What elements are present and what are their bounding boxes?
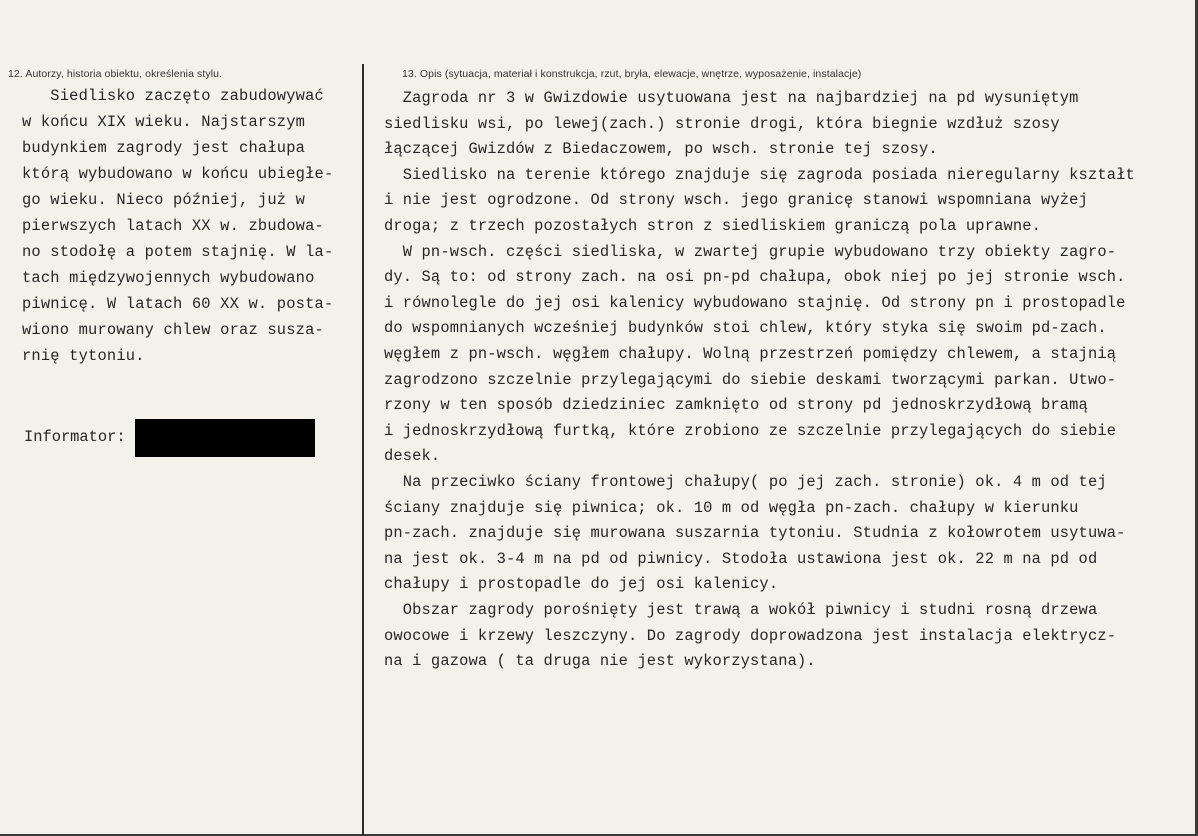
description-line: Zagroda nr 3 w Gwizdowie usytuowana jest na najbardziej na pd wysuniętym — [384, 89, 1079, 107]
description-line: łączącej Gwizdów z Biedaczowem, po wsch. stronie tej szosy. — [384, 140, 938, 158]
history-line: pierwszych latach XX w. zbudowa- — [22, 217, 324, 235]
history-line: budynkiem zagrody jest chałupa — [22, 139, 306, 157]
description-line: i nie jest ogrodzone. Od strony wsch. jego granicę stanowi wspomniana wyżej — [384, 191, 1088, 209]
history-line: wiono murowany chlew oraz susza- — [22, 321, 324, 339]
history-line: rnię tytoniu. — [22, 347, 145, 365]
history-line: no stodołę a potem stajnię. W la- — [22, 243, 334, 261]
description-line: Siedlisko na terenie którego znajduje się zagroda posiada nieregularny kształt — [384, 166, 1135, 184]
description-line: desek. — [384, 447, 441, 465]
description-line: na jest ok. 3-4 m na pd od piwnicy. Stodoła ustawiona jest ok. 22 m na pd od — [384, 550, 1098, 568]
informant-label: Informator: — [24, 428, 126, 446]
history-line: piwnicę. W latach 60 XX w. posta- — [22, 295, 334, 313]
history-line: w końcu XIX wieku. Najstarszym — [22, 113, 306, 131]
description-line: chałupy i prostopadle do jej osi kalenicy. — [384, 575, 779, 593]
description-line: rzony w ten sposób dziedziniec zamknięto od strony pd jednoskrzydłową bramą — [384, 396, 1088, 414]
column-divider — [362, 64, 364, 836]
description-line: ściany znajduje się piwnica; ok. 10 m od węgła pn-zach. chałupy w kierunku — [384, 499, 1079, 517]
description-line: na i gazowa ( ta druga nie jest wykorzystana). — [384, 652, 816, 670]
redaction-block — [135, 419, 315, 457]
description-line: zagrodzono szczelnie przylegającymi do siebie deskami tworzącymi parkan. Utwo- — [384, 371, 1117, 389]
description-line: W pn-wsch. części siedliska, w zwartej grupie wybudowano trzy obiekty zagro- — [384, 243, 1117, 261]
history-line: którą wybudowano w końcu ubiegłe- — [22, 165, 334, 183]
description-line: pn-zach. znajduje się murowana suszarnia tytoniu. Studnia z kołowrotem usytuwa- — [384, 524, 1126, 542]
description-line: dy. Są to: od strony zach. na osi pn-pd chałupa, obok niej po jej stronie wsch. — [384, 268, 1126, 286]
description-line: Na przeciwko ściany frontowej chałupy( po jej zach. stronie) ok. 4 m od tej — [384, 473, 1107, 491]
left-column-header: 12. Autorzy, historia obiektu, określenia stylu. — [8, 68, 223, 80]
history-line: Siedlisko zaczęto zabudowywać — [22, 87, 324, 105]
description-line: węgłem z pn-wsch. węgłem chałupy. Wolną przestrzeń pomiędzy chlewem, a stajnią — [384, 345, 1117, 363]
description-line: do wspomnianych wcześniej budynków stoi chlew, który styka się swoim pd-zach. — [384, 319, 1107, 337]
description-line: i równolegle do jej osi kalenicy wybudowano stajnię. Od strony pn i prostopadle — [384, 294, 1126, 312]
description-line: droga; z trzech pozostałych stron z siedliskiem graniczą pola uprawne. — [384, 217, 1042, 235]
description-line: Obszar zagrody porośnięty jest trawą a wokół piwnicy i studni rosną drzewa — [384, 601, 1098, 619]
description-line: siedlisku wsi, po lewej(zach.) stronie drogi, która biegnie wzdłuż szosy — [384, 115, 1060, 133]
description-line: owocowe i krzewy leszczyny. Do zagrody doprowadzona jest instalacja elektrycz- — [384, 627, 1117, 645]
right-column-header: 13. Opis (sytuacja, materiał i konstrukcja, rzut, bryła, elewacje, wnętrze, wyposażenie, instalacje) — [402, 68, 862, 80]
history-line: go wieku. Nieco później, już w — [22, 191, 306, 209]
description-line: i jednoskrzydłową furtką, które zrobiono ze szczelnie przylegających do siebie — [384, 422, 1117, 440]
history-line: tach międzywojennych wybudowano — [22, 269, 315, 287]
